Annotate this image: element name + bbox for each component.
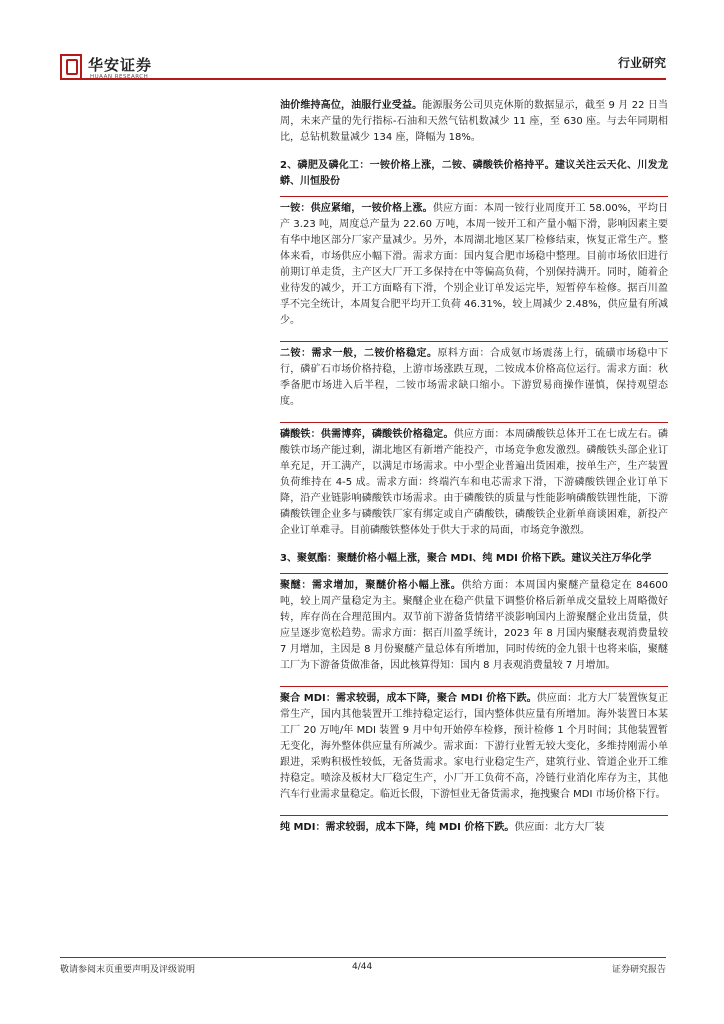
section-2-title: 2、磷肥及磷化工：一铵价格上涨，二铵、磷酸铁价格持平。建议关注云天化、川发龙蟒、川恒股份 [280,160,668,187]
cmdi-heading: 纯 MDI：需求较弱，成本下降，纯 MDI 价格下跌。 [280,822,515,833]
footer-report-type: 证券研究报告 [611,965,666,975]
lst-block [280,422,668,539]
page-header [60,52,666,90]
huaan-logo-icon [60,54,82,80]
jumi-block [280,573,668,674]
cmdi-block [280,815,668,836]
yian-heading: 一铵：供应紧缩，一铵价格上涨。 [280,203,433,214]
header-divider [60,78,666,80]
oil-heading: 油价维持高位，油服行业受益。 [280,100,423,111]
yian-body: 供应方面：本周一铵行业周度开工 58.00%，平均日产 3.23 吨，周度总产量为 22.60 万吨，本周一铵开工和产量小幅下滑，影响因素主要有华中地区部分厂家产量减少。另外，本周湖北地区某厂检修结束，恢复正常生产。整体来看，市场供应小幅下滑。需求方面：国内复合肥市场稳中整理。目前市场依旧进行前期订单走货，主产区大厂开工多保持在中等偏高负荷，个别保持满开。同时，随着企业待发的减少，开工方面略有下滑，个别企业订单发运完毕，短暂停车检修。据百川盈孚不完全统计，本周复合肥平均开工负荷 46.31%，较上周减少 2.48%，供应量有所减少。 [280,203,669,326]
footer-disclaimer: 敬请参阅末页重要声明及评级说明 [60,965,196,975]
eran-heading: 二铵：需求一般，二铵价格稳定。 [280,348,438,359]
cmdi-body: 供应面：北方大厂装 [514,822,605,833]
oil-paragraph [280,98,668,146]
jumi-body: 供给方面：本周国内聚醚产量稳定在 84600 吨，较上周产量稳定为主。聚醚企业在稳产供量下调整价格后新单成交量较上周略微好转，库存尚在合理范围内。双节前下游备货情绪平淡影响国内上游聚醚企业出货量，供应呈逐步宽松趋势。需求方面：据百川盈孚统计，2023 年 8 月国内聚醚表观消费量较 7 月增加，主因是 8 月份聚醚产量总体有所增加，同时传统的金九银十也将来临，聚醚工厂为下游备货做准备，因此核算得知：国内 8 月表观消费量较 7 月增加。 [280,580,668,671]
section-3-title: 3、聚氨酯：聚醚价格小幅上涨，聚合 MDI、纯 MDI 价格下跌。建议关注万华化学 [280,553,652,564]
lst-heading: 磷酸铁：供需博弈，磷酸铁价格稳定。 [280,429,454,440]
jmdi-block [280,686,668,803]
logo-name: 华安证券 [88,56,153,74]
main-content [280,98,668,848]
page-number: 4/44 [352,962,373,972]
report-category: 行业研究 [617,56,666,70]
yian-block [280,196,668,329]
jmdi-heading: 聚合 MDI：需求较弱，成本下降，聚合 MDI 价格下跌。 [280,693,537,704]
oil-body: 能源服务公司贝克休斯的数据显示，截至 9 月 22 日当周，未来产量的先行指标-石油和天然气钻机数减少 11 座，至 630 座。与去年同期相比，总钻机数量减少 134 座，降幅为 18%。 [280,100,668,143]
jmdi-body: 供应面：北方大厂装置恢复正常生产，国内其他装置开工维持稳定运行，国内整体供应量有所增加。海外装置日本某工厂 20 万吨/年 MDI 装置 9 月中旬开始停车检修，预计检修 1 个月时间；其他装置暂无变化，海外整体供应量有所减少。需求面：下游行业暂无较大变化，多维持刚需小单跟进，采购积极性较低，无备货需求。家电行业稳定生产，建筑行业、管道企业开工维持稳定。喷涂及板材大厂稳定生产，小厂开工负荷不高，冷链行业消化库存为主，其他汽车行业需求量稳定。临近长假，下游恒业无备货需求，拖拽聚合 MDI 市场价格下行。 [280,693,669,800]
eran-block [280,341,668,410]
eran-body: 原料方面：合成氨市场震荡上行，硫磺市场稳中下行，磷矿石市场价格持稳，上游市场涨跌互现，二铵成本价格高位运行。需求方面：秋季备肥市场进入后半程，二铵市场需求缺口缩小。下游贸易商操作谨慎，保持观望态度。 [280,348,668,407]
jumi-heading: 聚醚：需求增加，聚醚价格小幅上涨。 [280,580,462,591]
logo-subtitle: HUAAN RESEARCH [90,74,149,80]
page-footer [60,957,666,978]
lst-body: 供应方面：本周磷酸铁总体开工在七成左右。磷酸铁市场产能过剩，湖北地区有新增产能投产，市场竞争愈发激烈。磷酸铁头部企业订单充足，开工满产，以满足市场需求。中小型企业普遍出货困难，按单生产，生产装置负荷维持在 4-5 成。需求方面：终端汽车和电芯需求下滑，下游磷酸铁锂企业订单下降，沿产业链影响磷酸铁市场需求。由于磷酸铁的质量与性能影响磷酸铁锂性能，下游磷酸铁锂企业多与磷酸铁厂家有绑定或自产磷酸铁，磷酸铁企业新单商谈困难，新投产企业订单难寻。目前磷酸铁整体处于供大于求的局面，市场竞争激烈。 [280,429,669,536]
